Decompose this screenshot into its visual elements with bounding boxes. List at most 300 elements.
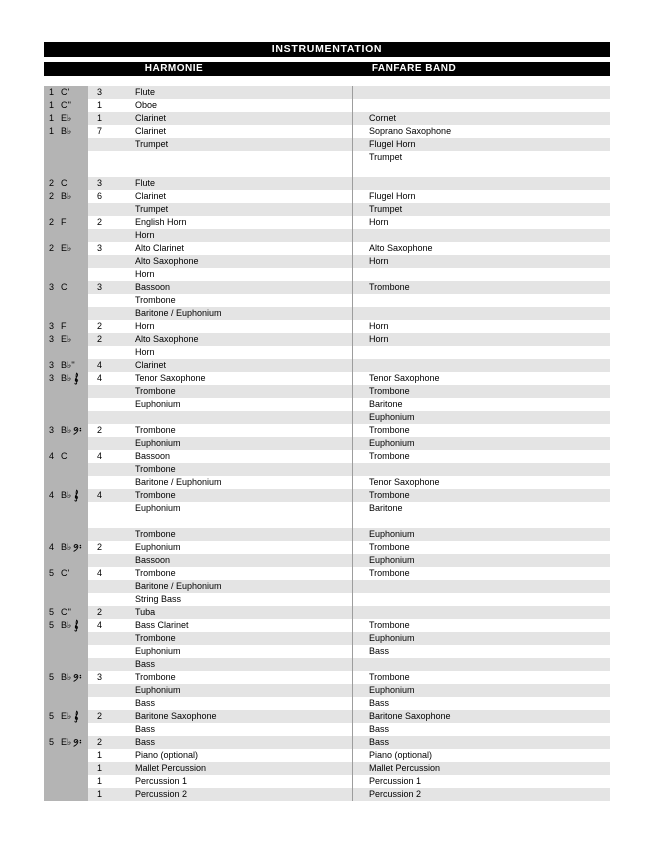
table-row [44, 502, 610, 515]
part-key: B♭ [61, 191, 72, 201]
fanfare-instrument: Trombone [352, 671, 610, 684]
part-label-cell [44, 294, 88, 307]
fanfare-instrument [352, 593, 610, 606]
row-content [88, 307, 610, 320]
part-count [88, 554, 130, 567]
part-count [88, 580, 130, 593]
row-content [88, 164, 610, 177]
harmonie-instrument: Baritone / Euphonium [135, 581, 222, 591]
table-row [44, 242, 610, 255]
part-count: 4 [97, 620, 103, 630]
part-label-cell [44, 203, 88, 216]
table-row [44, 281, 610, 294]
part-key: C [61, 178, 68, 188]
instrumentation-section [44, 42, 610, 801]
part-label-cell [44, 346, 88, 359]
part-label-cell [44, 463, 88, 476]
treble-clef-icon [73, 619, 80, 632]
treble-clef-icon [73, 710, 80, 723]
part-count [88, 346, 130, 359]
part-number: 2 [49, 178, 55, 188]
row-content [88, 515, 610, 528]
part-key: B♭ [61, 424, 82, 437]
table-row [44, 749, 610, 762]
row-content [88, 580, 610, 593]
part-label-cell [44, 385, 88, 398]
harmonie-instrument: Baritone / Euphonium [135, 477, 222, 487]
part-label-cell [44, 125, 88, 138]
part-key: E♭ [61, 710, 80, 723]
fanfare-instrument [352, 658, 610, 671]
part-label-cell [44, 749, 88, 762]
fanfare-instrument: Trombone [352, 450, 610, 463]
part-count [88, 268, 130, 281]
part-number: 2 [49, 243, 55, 253]
table-row [44, 112, 610, 125]
part-number: 3 [49, 425, 55, 435]
harmonie-instrument: English Horn [135, 217, 187, 227]
table-row [44, 684, 610, 697]
part-count [88, 398, 130, 411]
harmonie-instrument: Bassoon [135, 282, 171, 292]
harmonie-instrument [130, 151, 352, 164]
harmonie-instrument [130, 515, 352, 528]
table-row [44, 671, 610, 684]
part-count: 2 [97, 425, 103, 435]
part-key: B♭ [61, 372, 80, 385]
part-label-cell [44, 515, 88, 528]
fanfare-instrument [352, 177, 610, 190]
fanfare-instrument: Euphonium [352, 528, 610, 541]
harmonie-instrument: Trumpet [135, 204, 169, 214]
harmonie-instrument: Bassoon [135, 451, 171, 461]
row-content [88, 138, 610, 151]
table-row [44, 775, 610, 788]
part-count: 4 [97, 451, 103, 461]
part-count: 4 [97, 490, 103, 500]
row-content [88, 788, 610, 801]
harmonie-instrument: Flute [135, 178, 156, 188]
row-content [88, 749, 610, 762]
fanfare-instrument: Trombone [352, 541, 610, 554]
column-header-bar [44, 62, 610, 76]
row-content [88, 489, 610, 502]
part-label-cell [44, 567, 88, 580]
table-row [44, 788, 610, 801]
part-count [88, 203, 130, 216]
part-count: 2 [97, 334, 103, 344]
harmonie-instrument: Bass [135, 737, 156, 747]
fanfare-instrument: Euphonium [352, 554, 610, 567]
harmonie-instrument: Bass [135, 724, 156, 734]
row-content [88, 619, 610, 632]
harmonie-instrument: Alto Saxophone [135, 256, 199, 266]
fanfare-instrument: Mallet Percussion [352, 762, 610, 775]
row-content [88, 450, 610, 463]
part-number: 4 [49, 542, 55, 552]
part-label-cell [44, 684, 88, 697]
part-key: E♭ [61, 736, 82, 749]
part-label-cell [44, 697, 88, 710]
fanfare-instrument [352, 99, 610, 112]
table-row [44, 632, 610, 645]
part-key: B♭ [61, 126, 72, 136]
harmonie-instrument: Trombone [135, 633, 176, 643]
row-content [88, 437, 610, 450]
row-content [88, 320, 610, 333]
fanfare-instrument: Horn [352, 216, 610, 229]
harmonie-instrument: Trombone [135, 464, 176, 474]
treble-clef-icon [73, 372, 80, 385]
table-row [44, 606, 610, 619]
table-row [44, 164, 610, 177]
part-label-cell [44, 736, 88, 749]
fanfare-instrument: Trumpet [352, 203, 610, 216]
instrument-table-body [44, 86, 610, 801]
part-label-cell [44, 593, 88, 606]
part-label-cell [44, 164, 88, 177]
row-content [88, 424, 610, 437]
part-count [88, 463, 130, 476]
fanfare-instrument: Percussion 1 [352, 775, 610, 788]
part-count [88, 476, 130, 489]
row-content [88, 632, 610, 645]
part-label-cell [44, 723, 88, 736]
fanfare-instrument [352, 86, 610, 99]
table-row [44, 736, 610, 749]
table-row [44, 398, 610, 411]
part-number: 3 [49, 360, 55, 370]
part-label-cell [44, 86, 88, 99]
part-label-cell [44, 710, 88, 723]
harmonie-instrument: Tenor Saxophone [135, 373, 206, 383]
part-count: 2 [97, 321, 103, 331]
part-count [88, 697, 130, 710]
harmonie-instrument: Oboe [135, 100, 158, 110]
table-row [44, 307, 610, 320]
table-row [44, 138, 610, 151]
table-row [44, 99, 610, 112]
row-content [88, 255, 610, 268]
part-number: 3 [49, 373, 55, 383]
table-row [44, 437, 610, 450]
part-number: 5 [49, 711, 55, 721]
part-label-cell [44, 112, 88, 125]
part-count: 4 [97, 373, 103, 383]
part-key: C' [61, 568, 70, 578]
harmonie-instrument: Flute [135, 87, 156, 97]
fanfare-instrument: Cornet [352, 112, 610, 125]
part-number: 4 [49, 451, 55, 461]
harmonie-instrument: Horn [135, 321, 155, 331]
row-content [88, 398, 610, 411]
table-row [44, 450, 610, 463]
part-label-cell [44, 645, 88, 658]
part-count [88, 502, 130, 515]
part-number: 1 [49, 126, 55, 136]
part-key: C [61, 282, 68, 292]
fanfare-instrument: Flugel Horn [352, 190, 610, 203]
harmonie-instrument [130, 164, 352, 177]
page-title: INSTRUMENTATION [44, 42, 610, 57]
part-count [88, 723, 130, 736]
table-row [44, 593, 610, 606]
part-key: B♭'' [61, 360, 75, 370]
part-count [88, 385, 130, 398]
fanfare-instrument: Trombone [352, 567, 610, 580]
part-count: 4 [97, 360, 103, 370]
table-row [44, 359, 610, 372]
bass-clef-icon [73, 674, 82, 682]
part-count: 1 [97, 776, 103, 786]
harmonie-instrument: Bass [135, 659, 156, 669]
table-row [44, 528, 610, 541]
part-key: F [61, 217, 67, 227]
fanfare-instrument: Tenor Saxophone [352, 476, 610, 489]
part-count: 7 [97, 126, 103, 136]
part-label-cell [44, 320, 88, 333]
row-content [88, 775, 610, 788]
part-label-cell [44, 450, 88, 463]
part-number: 2 [49, 217, 55, 227]
harmonie-instrument: Percussion 1 [135, 776, 188, 786]
fanfare-instrument [352, 515, 610, 528]
table-row [44, 372, 610, 385]
fanfare-instrument: Trombone [352, 281, 610, 294]
harmonie-instrument: Trombone [135, 672, 176, 682]
harmonie-instrument [130, 411, 352, 424]
row-content [88, 359, 610, 372]
part-count: 1 [97, 100, 103, 110]
row-content [88, 203, 610, 216]
table-row [44, 177, 610, 190]
row-content [88, 385, 610, 398]
part-count: 3 [97, 672, 103, 682]
table-row [44, 658, 610, 671]
harmonie-instrument: Trombone [135, 295, 176, 305]
fanfare-instrument: Alto Saxophone [352, 242, 610, 255]
part-count: 3 [97, 282, 103, 292]
part-count: 1 [97, 763, 103, 773]
part-count: 1 [97, 750, 103, 760]
table-row [44, 697, 610, 710]
part-key: C [61, 451, 68, 461]
row-content [88, 684, 610, 697]
fanfare-instrument: Piano (optional) [352, 749, 610, 762]
part-count [88, 632, 130, 645]
part-label-cell [44, 580, 88, 593]
table-row [44, 294, 610, 307]
part-count [88, 645, 130, 658]
part-key: B♭ [61, 489, 80, 502]
row-content [88, 346, 610, 359]
table-row [44, 619, 610, 632]
part-count: 1 [97, 113, 103, 123]
part-count [88, 411, 130, 424]
row-content [88, 671, 610, 684]
part-label-cell [44, 424, 88, 437]
harmonie-instrument: Alto Clarinet [135, 243, 185, 253]
part-count [88, 164, 130, 177]
harmonie-instrument: Mallet Percussion [135, 763, 207, 773]
row-content [88, 268, 610, 281]
part-number: 5 [49, 607, 55, 617]
table-row [44, 385, 610, 398]
harmonie-instrument: Clarinet [135, 360, 167, 370]
row-content [88, 710, 610, 723]
fanfare-instrument [352, 606, 610, 619]
row-content [88, 736, 610, 749]
part-label-cell [44, 632, 88, 645]
fanfare-instrument: Baritone [352, 502, 610, 515]
part-count [88, 593, 130, 606]
fanfare-instrument: Baritone Saxophone [352, 710, 610, 723]
part-label-cell [44, 242, 88, 255]
part-label-cell [44, 762, 88, 775]
harmonie-instrument: Euphonium [135, 503, 181, 513]
part-label-cell [44, 775, 88, 788]
part-label-cell [44, 489, 88, 502]
harmonie-instrument: Horn [135, 230, 155, 240]
fanfare-instrument [352, 229, 610, 242]
part-count: 4 [97, 568, 103, 578]
bass-clef-icon [73, 739, 82, 747]
harmonie-instrument: Trombone [135, 386, 176, 396]
part-label-cell [44, 138, 88, 151]
fanfare-instrument [352, 268, 610, 281]
row-content [88, 554, 610, 567]
fanfare-instrument: Flugel Horn [352, 138, 610, 151]
part-count [88, 307, 130, 320]
part-count: 2 [97, 542, 103, 552]
row-content [88, 112, 610, 125]
part-count: 6 [97, 191, 103, 201]
part-label-cell [44, 99, 88, 112]
part-label-cell [44, 281, 88, 294]
part-number: 5 [49, 620, 55, 630]
table-row [44, 320, 610, 333]
part-number: 3 [49, 321, 55, 331]
row-content [88, 658, 610, 671]
table-row [44, 567, 610, 580]
row-content [88, 541, 610, 554]
row-content [88, 411, 610, 424]
part-label-cell [44, 359, 88, 372]
part-label-cell [44, 268, 88, 281]
table-row [44, 580, 610, 593]
part-key: B♭ [61, 541, 82, 554]
fanfare-instrument: Baritone [352, 398, 610, 411]
part-number: 1 [49, 87, 55, 97]
part-label-cell [44, 177, 88, 190]
part-key: C' [61, 87, 70, 97]
row-content [88, 190, 610, 203]
part-count: 3 [97, 243, 103, 253]
fanfare-instrument: Tenor Saxophone [352, 372, 610, 385]
column-header-fanfare-band: FANFARE BAND [371, 63, 457, 74]
row-content [88, 216, 610, 229]
harmonie-instrument: Percussion 2 [135, 789, 188, 799]
part-count: 3 [97, 87, 103, 97]
harmonie-instrument: String Bass [135, 594, 182, 604]
harmonie-instrument: Trombone [135, 490, 176, 500]
row-content [88, 86, 610, 99]
table-row [44, 411, 610, 424]
part-label-cell [44, 671, 88, 684]
fanfare-instrument: Trombone [352, 619, 610, 632]
row-content [88, 762, 610, 775]
harmonie-instrument: Euphonium [135, 399, 181, 409]
part-label-cell [44, 788, 88, 801]
harmonie-instrument: Euphonium [135, 438, 181, 448]
part-count [88, 229, 130, 242]
table-row [44, 346, 610, 359]
harmonie-instrument: Trumpet [135, 139, 169, 149]
part-label-cell [44, 372, 88, 385]
row-content [88, 593, 610, 606]
harmonie-instrument: Baritone / Euphonium [135, 308, 222, 318]
part-count: 1 [97, 789, 103, 799]
row-content [88, 151, 610, 164]
row-content [88, 697, 610, 710]
part-count: 2 [97, 711, 103, 721]
fanfare-instrument: Horn [352, 255, 610, 268]
part-label-cell [44, 216, 88, 229]
table-row [44, 125, 610, 138]
harmonie-instrument: Clarinet [135, 191, 167, 201]
fanfare-instrument: Percussion 2 [352, 788, 610, 801]
harmonie-instrument: Alto Saxophone [135, 334, 199, 344]
part-label-cell [44, 658, 88, 671]
part-count [88, 528, 130, 541]
part-number: 4 [49, 490, 55, 500]
fanfare-instrument: Trombone [352, 385, 610, 398]
table-row [44, 424, 610, 437]
table-row [44, 229, 610, 242]
fanfare-instrument: Euphonium [352, 684, 610, 697]
part-count [88, 437, 130, 450]
table-row [44, 489, 610, 502]
fanfare-instrument: Euphonium [352, 632, 610, 645]
harmonie-instrument: Piano (optional) [135, 750, 199, 760]
part-label-cell [44, 229, 88, 242]
table-row [44, 554, 610, 567]
part-count: 2 [97, 737, 103, 747]
fanfare-instrument: Trombone [352, 489, 610, 502]
table-row [44, 723, 610, 736]
part-key: E♭ [61, 113, 72, 123]
part-label-cell [44, 398, 88, 411]
row-content [88, 463, 610, 476]
part-key: E♭ [61, 334, 72, 344]
part-number: 3 [49, 282, 55, 292]
row-content [88, 476, 610, 489]
column-header-harmonie: HARMONIE [144, 63, 204, 74]
fanfare-instrument [352, 164, 610, 177]
part-number: 3 [49, 334, 55, 344]
row-content [88, 294, 610, 307]
harmonie-instrument: Euphonium [135, 646, 181, 656]
fanfare-instrument: Euphonium [352, 411, 610, 424]
part-number: 1 [49, 113, 55, 123]
table-row [44, 710, 610, 723]
row-content [88, 606, 610, 619]
part-label-cell [44, 619, 88, 632]
table-row [44, 463, 610, 476]
table-row [44, 203, 610, 216]
part-count [88, 138, 130, 151]
part-label-cell [44, 437, 88, 450]
